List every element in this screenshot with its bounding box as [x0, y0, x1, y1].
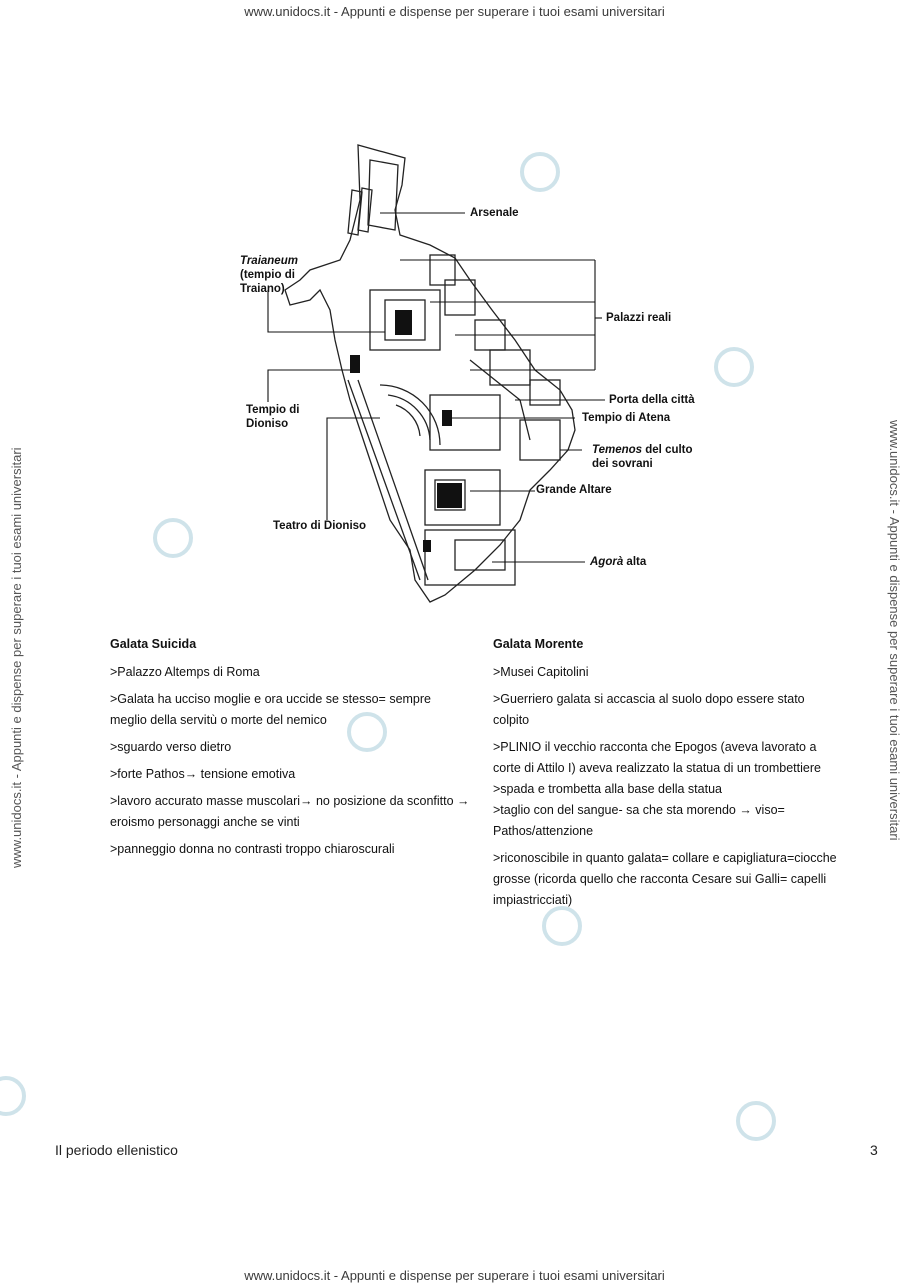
- left-column-title: Galata Suicida: [110, 637, 197, 651]
- label-agora-name: Agorà: [590, 556, 624, 568]
- label-temenos-rest2: dei sovrani: [592, 458, 653, 470]
- right-item: >spada e trombetta alla base della statua: [493, 782, 722, 796]
- right-watermark[interactable]: www.unidocs.it - Appunti e dispense per superare i tuoi esami universitari: [887, 420, 902, 841]
- label-agora-alta: [590, 555, 646, 569]
- page-number: 3: [870, 1142, 878, 1158]
- label-tempio-atena: Tempio di Atena: [582, 412, 671, 424]
- label-palazzi-reali: Palazzi reali: [606, 312, 672, 324]
- label-grande-altare: Grande Altare: [536, 484, 612, 496]
- label-teatro-dioniso: Teatro di Dioniso: [273, 520, 367, 532]
- right-item: >PLINIO il vecchio racconta che Epogos (aveva lavorato a corte di Attilo I) aveva realizzato la statua di un trombettiere: [493, 740, 821, 775]
- label-arsenale: Arsenale: [470, 207, 519, 219]
- label-traianeum: [240, 254, 298, 296]
- label-tempio-dioniso-line2: Dioniso: [246, 418, 289, 430]
- left-item: >panneggio donna no contrasti troppo chiaroscurali: [110, 842, 395, 856]
- right-item: >taglio con del sangue- sa che sta morendo → viso= Pathos/attenzione: [493, 803, 785, 838]
- left-item: >lavoro accurato masse muscolari→ no posizione da sconfitto → eroismo personaggi anche se vinti: [110, 794, 470, 829]
- watermark-logo-icon: [736, 1101, 776, 1141]
- right-item: >Guerriero galata si accascia al suolo dopo essere stato colpito: [493, 692, 805, 727]
- site-plan-drawing: [230, 140, 700, 610]
- label-traianeum-name: Traianeum: [240, 255, 298, 267]
- label-traianeum-sub1: (tempio di: [240, 269, 295, 281]
- label-agora-rest: alta: [623, 556, 647, 568]
- label-tempio-dioniso-line1: Tempio di: [246, 404, 300, 416]
- left-item: >Galata ha ucciso moglie e ora uccide se stesso= sempre meglio della servitù o morte del nemico: [110, 692, 432, 727]
- watermark-logo-icon: [0, 1076, 26, 1116]
- left-item: >forte Pathos→ tensione emotiva: [110, 767, 296, 781]
- left-item: >Palazzo Altemps di Roma: [110, 665, 260, 679]
- left-item: >sguardo verso dietro: [110, 740, 232, 754]
- label-temenos-rest1: del culto: [642, 444, 693, 456]
- left-column: [110, 634, 470, 866]
- label-traianeum-sub2: Traiano): [240, 283, 285, 295]
- label-tempio-dioniso: [246, 403, 299, 431]
- label-temenos-name: Temenos: [592, 444, 643, 456]
- label-porta-citta: Porta della città: [609, 394, 695, 406]
- right-column-title: Galata Morente: [493, 637, 584, 651]
- label-temenos: [592, 443, 693, 471]
- top-watermark[interactable]: www.unidocs.it - Appunti e dispense per superare i tuoi esami universitari: [244, 4, 665, 19]
- watermark-logo-icon: [714, 347, 754, 387]
- left-watermark[interactable]: www.unidocs.it - Appunti e dispense per superare i tuoi esami universitari: [9, 447, 24, 868]
- bottom-watermark[interactable]: www.unidocs.it - Appunti e dispense per superare i tuoi esami universitari: [244, 1268, 665, 1283]
- pergamon-site-plan: [230, 140, 700, 610]
- right-item: >riconoscibile in quanto galata= collare e capigliatura=ciocche grosse (ricorda quello che racconta Cesare sui Galli= capelli impiastricciati): [493, 851, 837, 907]
- footer-title: Il periodo ellenistico: [55, 1142, 178, 1158]
- watermark-logo-icon: [153, 518, 193, 558]
- right-item: >Musei Capitolini: [493, 665, 589, 679]
- right-column: [493, 634, 838, 917]
